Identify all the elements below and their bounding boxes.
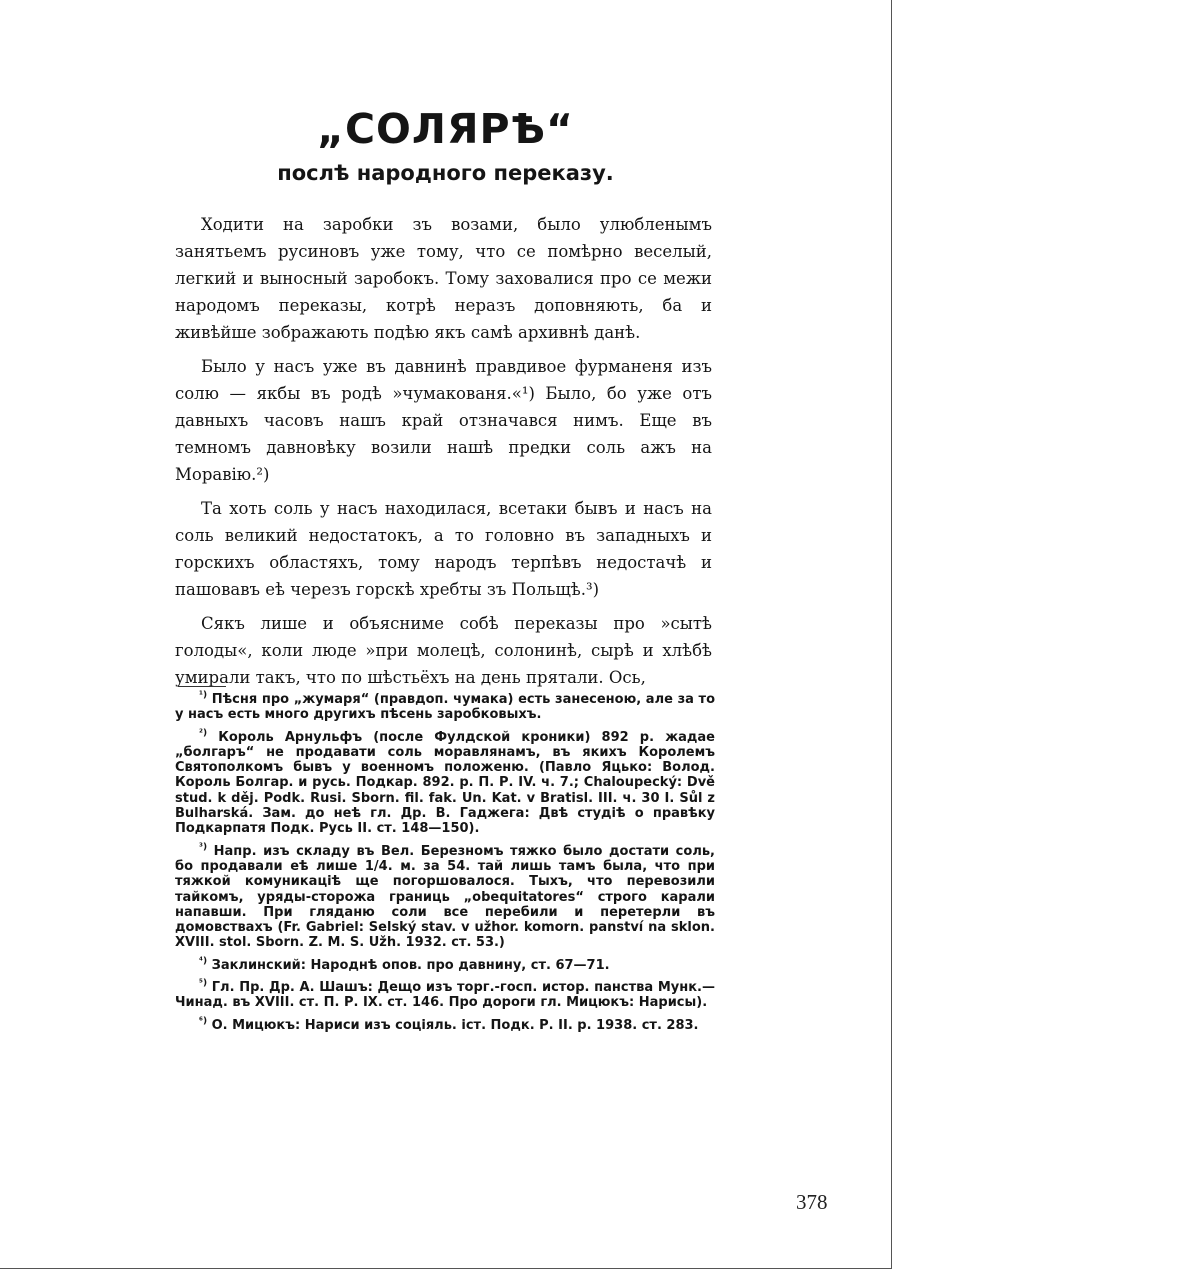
footnote-text: Пѣсня про „жумаря“ (правдоп. чумака) есть занесеною, але за то у насъ есть много другихъ пѣсень заробковыхъ. (175, 692, 716, 723)
body-paragraph-2: Было у насъ уже въ давнинѣ правдивое фурманеня изъ солю — якбы въ родѣ »чумакованя.«¹) Было, бо уже отъ давныхъ часовъ нашъ край отзначався нимъ. Еще въ темномъ давновѣку возили нашѣ предки соль ажъ на Моравію.²) (175, 357, 712, 484)
body-paragraph-3: Та хоть соль у насъ находилася, всетаки бывъ и насъ на соль великий недостатокъ, а то головно въ западныхъ и горскихъ областяхъ, тому народъ терпѣвъ недостачѣ и пашовавъ еѣ черезъ горскѣ хребты зъ Польщѣ.³) (175, 499, 712, 599)
footnote-divider (178, 686, 226, 687)
footnote-text: Напр. изъ складу въ Вел. Березномъ тяжко было достати соль, бо продавали еѣ лише 1/4. м. за 54. тай лишь тамъ была, что при тяжкой комуникаціѣ ще погоршовалося. Тыхъ, что перевозили тайкомъ, уряды-сторожа границь „obequitatores“ строго карали напавши. При гляданю соли все перебили и перетерли въ домовствахъ (Fr. Gabriel: Selský stav. v užhor. komorn. panství na sklon. XVIII. stol. Sborn. Z. M. S. Užh. 1932. ст. 53.) (175, 843, 715, 951)
body-text (175, 211, 712, 698)
page-number: 378 (796, 1190, 828, 1214)
footnote-mark: ⁴) (199, 956, 208, 967)
footnote-text: Заклинский: Народнѣ опов. про давнину, ст. 67—71. (211, 957, 610, 973)
footnote-2 (175, 730, 715, 837)
footnote-4 (175, 958, 715, 973)
article-subtitle: послѣ народного переказу. (277, 161, 614, 185)
footnote-6 (175, 1018, 715, 1033)
footnote-1 (175, 692, 715, 723)
body-paragraph-1: Ходити на заробки зъ возами, было улюбленымъ занятьемъ русиновъ уже тому, что се помѣрно веселый, легкий и выносный заробокъ. Тому заховалися про се межи народомъ переказы, котрѣ неразъ доповняють, ба и живѣйше зображають подѣю якъ самѣ архивнѣ данѣ. (175, 215, 712, 342)
footnote-mark: ²) (199, 728, 208, 739)
footnote-5 (175, 980, 715, 1011)
footnote-text: Король Арнульфъ (после Фулдской кроники) 892 р. жадае „болгаръ“ не продавати соль моравлянамъ, въ якихъ Королемъ Святополкомъ бывъ у военномъ положеню. (Павло Яцько: Волод. Король Болгар. и русь. Подкар. 892. р. П. Р. IV. ч. 7.; Chaloupecký: Dvě stud. k děj. Podk. Rusi. Sborn. fil. fak. Un. Kat. v Bratisl. III. ч. 30 I. Sůl z Bulharská. Зам. до неѣ гл. Др. В. Гаджега: Двѣ студіѣ о правѣку Подкарпатя Подк. Русь II. ст. 148—150). (175, 729, 715, 837)
body-paragraph-4: Сякъ лише и объясниме собѣ переказы про »сытѣ голоды«, коли люде »при молецѣ, солонинѣ, сырѣ и хлѣбѣ умирали такъ, что по шѣстьёхъ на день прятали. Ось, (175, 614, 712, 687)
footnote-mark: ³) (199, 842, 208, 853)
footnote-text: Гл. Пр. Др. А. Шашъ: Дещо изъ торг.-госп. истор. панства Мунк.—Чинад. въ XVIII. ст. П. Р. IX. ст. 146. Про дороги гл. Мицюкъ: Нарисы). (175, 980, 715, 1011)
footnote-mark: ¹) (199, 690, 208, 701)
footnote-mark: ⁵) (199, 978, 208, 989)
footnotes (175, 692, 715, 1040)
footnote-text: О. Мицюкъ: Нариси изъ соціяль. іст. Подк. Р. II. р. 1938. ст. 283. (211, 1017, 699, 1033)
footnote-mark: ⁶) (199, 1016, 208, 1027)
footnote-3 (175, 844, 715, 951)
article-title: „СОЛЯРѢ“ (317, 105, 574, 153)
